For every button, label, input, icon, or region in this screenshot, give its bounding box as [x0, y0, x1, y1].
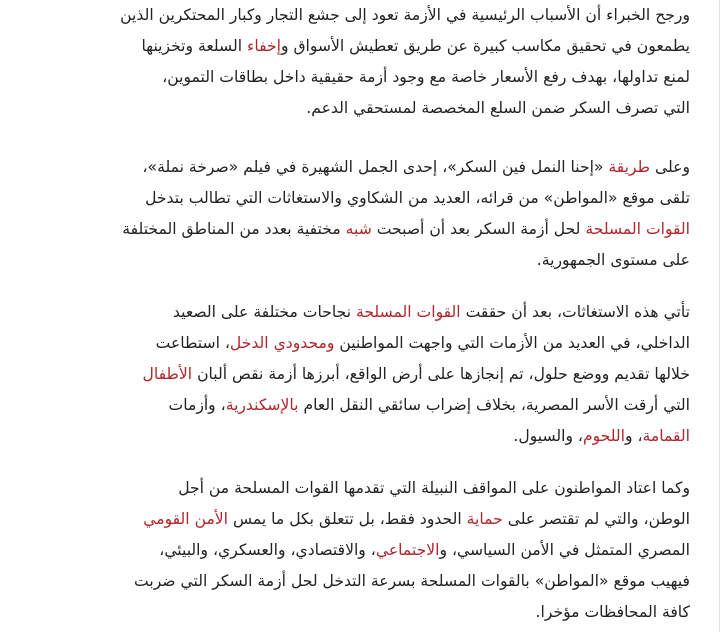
text-run: ، استطاعت [155, 334, 230, 352]
text-run: مختفية بعدد من المناطق المختلفة [122, 220, 346, 238]
inline-tag-link[interactable]: إخفاء [247, 37, 281, 55]
text-run: لمنع تداولها، بهدف رفع الأسعار خاصة مع وجود أزمة حقيقية داخل بطاقات التموين، [162, 68, 690, 86]
text-run: ، والسيول. [513, 427, 583, 445]
text-line [62, 31, 690, 62]
text-line [62, 597, 690, 628]
text-run: وكما اعتاد المواطنون على المواقف النبيلة التي تقدمها القوات المسلحة من أجل [178, 479, 690, 497]
text-run: فيهيب موقع «المواطن» بالقوات المسلحة بسرعة التدخل لحل أزمة السكر التي ضربت [134, 572, 690, 590]
inline-tag-link[interactable]: القمامة [642, 427, 690, 445]
text-run: تلقى موقع «المواطن» من قرائه، العديد من الشكاوي والاستغاثات التي تطالب بتدخل [145, 189, 690, 207]
text-line [62, 245, 690, 276]
text-line [62, 359, 690, 390]
text-line [62, 214, 690, 245]
text-run: السلعة وتخزينها [141, 37, 247, 55]
inline-tag-link[interactable]: بالإسكندرية [225, 396, 299, 414]
text-run: الداخلي، في العديد من الأزمات التي واجهت المواطنين [334, 334, 690, 352]
text-run: «إحنا النمل فين السكر»، إحدى الجمل الشهيرة في فيلم «صرخة نملة»، [142, 158, 609, 176]
text-line [62, 93, 690, 124]
text-run: نجاحات مختلفة على الصعيد [172, 303, 356, 321]
text-line [62, 183, 690, 214]
text-run: ، و [625, 427, 643, 445]
text-run: الوطن، والتي لم تقتصر على [502, 510, 690, 528]
text-line [62, 62, 690, 93]
text-line [62, 297, 690, 328]
text-run: المصري المتمثل في الأمن السياسي، و [439, 541, 690, 559]
paragraph-3 [62, 297, 690, 452]
inline-tag-link[interactable]: اللحوم [582, 427, 626, 445]
text-run: التي أرقت الأسر المصرية، بخلاف إضراب سائقي النقل العام [298, 396, 690, 414]
inline-tag-link[interactable]: ومحدودي الدخل [229, 334, 335, 352]
text-run: خلالها تقديم ووضع حلول، تم إنجازها على أرض الواقع، أبرزها أزمة نقص ألبان [192, 365, 690, 383]
text-run: الحدود فقط، بل تتعلق بكل ما يمس [228, 510, 467, 528]
paragraph-1 [62, 0, 690, 124]
inline-tag-link[interactable]: القوات المسلحة [356, 303, 461, 321]
inline-tag-link[interactable]: القوات المسلحة [585, 220, 690, 238]
text-run: يطمعون في تحقيق مكاسب كبيرة عن طريق تعطيش الأسواق و [280, 37, 690, 55]
text-run: تأتي هذه الاستغاثات، بعد أن حققت [460, 303, 690, 321]
paragraph-2 [62, 152, 690, 276]
inline-tag-link[interactable]: الاجتماعي [375, 541, 440, 559]
text-line [62, 152, 690, 183]
text-run: التي تصرف السكر ضمن السلع المخصصة لمستحقي الدعم. [306, 99, 690, 117]
inline-tag-link[interactable]: شبه [345, 220, 372, 238]
text-line [62, 328, 690, 359]
text-line [62, 535, 690, 566]
inline-tag-link[interactable]: حماية [466, 510, 503, 528]
text-line [62, 0, 690, 31]
inline-tag-link[interactable]: الأطفال [142, 365, 193, 383]
text-line [62, 421, 690, 452]
text-run: كافة المحافظات مؤخرا. [535, 603, 690, 621]
text-run: وعلى [650, 158, 690, 176]
text-run: ورجح الخبراء أن الأسباب الرئيسية في الأزمة تعود إلى جشع التجار وكبار المحتكرين الذين [120, 6, 690, 24]
text-line [62, 390, 690, 421]
text-line [62, 566, 690, 597]
text-run: على مستوى الجمهورية. [536, 251, 690, 269]
paragraph-4 [62, 473, 690, 628]
text-run: ، والاقتصادي، والعسكري، والبيئي، [159, 541, 376, 559]
text-run: لحل أزمة السكر بعد أن أصبحت [371, 220, 586, 238]
inline-tag-link[interactable]: الأمن القومي [143, 510, 229, 528]
inline-tag-link[interactable]: طريقة [608, 158, 651, 176]
text-line [62, 504, 690, 535]
text-run: ، وأزمات [168, 396, 226, 414]
text-line [62, 473, 690, 504]
